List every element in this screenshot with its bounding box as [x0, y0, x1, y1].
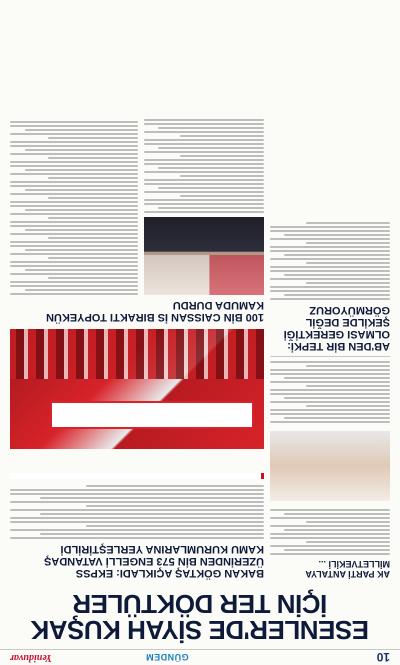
left-column	[270, 9, 390, 579]
main-lower-left-body	[144, 119, 264, 213]
page-number: 10	[376, 650, 390, 665]
main-top-body	[10, 485, 264, 539]
flag-background	[144, 255, 264, 295]
protest-crowd	[10, 329, 264, 379]
left-top-headline: AK PARTİ ANTALYA MİLLETVEKİLİ ...	[305, 559, 390, 579]
main-column	[10, 9, 264, 579]
left-lower-body	[270, 222, 390, 300]
left-mid-body	[270, 361, 390, 423]
portrait-photo	[144, 217, 264, 295]
left-divider	[270, 356, 390, 357]
left-photo	[270, 431, 390, 501]
main-mid-headline: 100 BİN CAISSAN İS BIRAKTI TOPYEKÜN KAMUDA DURDU	[45, 299, 264, 323]
main-top-headline: BAKAN GÖKTAŞ AÇIKLADI: EKPSS ÜZERİNDEN BİN 573 ENGELLİ VATANDAŞ KAMU KURUMLARINA YERLEŞTİRİLDİ	[43, 543, 264, 579]
protest-photo	[10, 329, 264, 449]
main-lower-right-body	[10, 121, 138, 295]
main-lower-block	[10, 119, 264, 323]
main-lower-left	[144, 119, 264, 295]
masthead	[10, 591, 390, 643]
main-lower-columns	[10, 119, 264, 295]
page-header	[0, 649, 400, 665]
left-top-body	[270, 509, 390, 555]
protest-banner	[50, 401, 254, 429]
main-lower-right	[10, 119, 138, 295]
section-label: GÜNDEM	[145, 652, 189, 663]
left-lower-headline: AB'DEN BİR TEPKİ: OLMASI GEREKTİĞİ ŞEKİLDE DEĞİL GÖRMÜYORUZ	[283, 304, 390, 352]
main-headline: ESENLER'DE SİYAH KUŞAK İÇİN TER DÖKTÜLER	[30, 589, 370, 645]
newspaper-logo: Yeniduvar	[10, 652, 52, 663]
pull-quote	[10, 473, 264, 479]
